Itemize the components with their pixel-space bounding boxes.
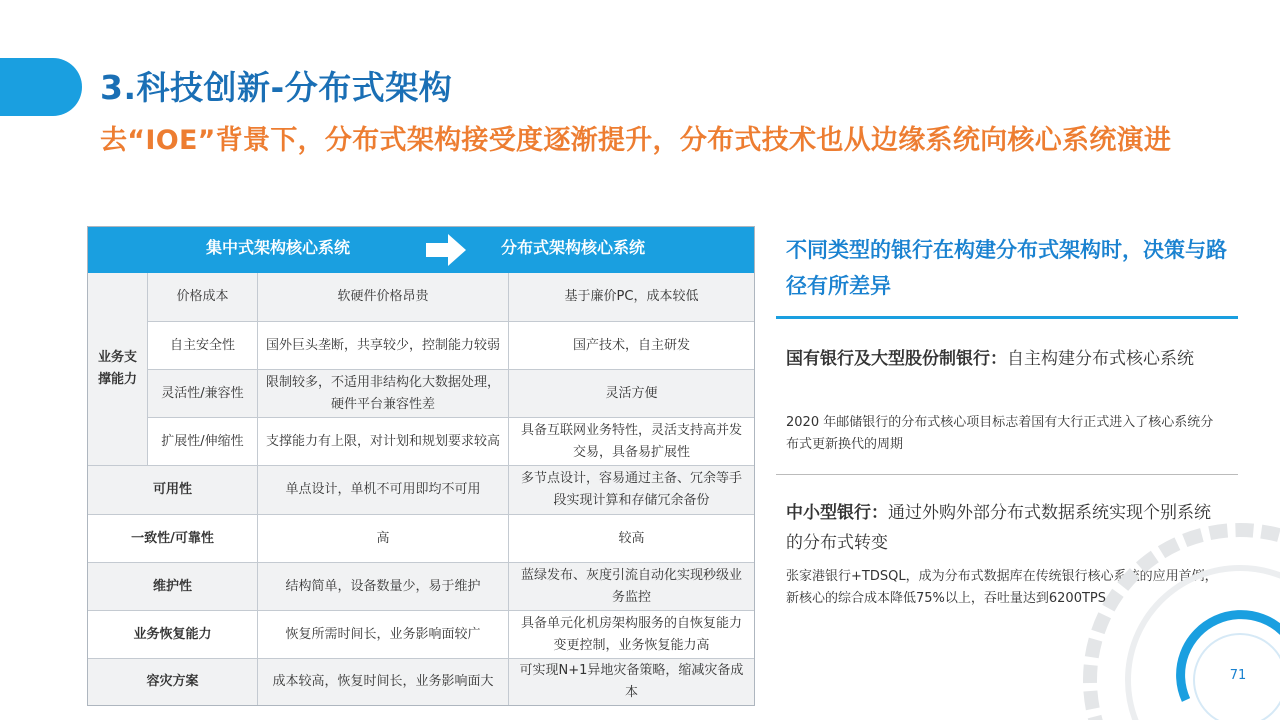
row-label: 业务恢复能力 — [88, 611, 258, 659]
centralized-cell: 结构简单，设备数量少，易于维护 — [258, 563, 509, 611]
row-label: 可用性 — [88, 466, 258, 515]
distributed-cell: 具备单元化机房架构服务的自恢复能力变更控制，业务恢复能力高 — [509, 611, 754, 659]
distributed-cell: 灵活方便 — [509, 370, 754, 418]
section2-bold: 中小型银行： — [786, 503, 888, 523]
page-number: 71 — [1229, 668, 1247, 683]
distributed-cell: 具备互联网业务特性，灵活支持高并发交易，具备易扩展性 — [509, 418, 754, 466]
centralized-cell: 单点设计，单机不可用即均不可用 — [258, 466, 509, 515]
centralized-cell: 恢复所需时间长，业务影响面较广 — [258, 611, 509, 659]
right-panel-heading: 不同类型的银行在构建分布式架构时，决策与路径有所差异 — [786, 238, 1227, 298]
row-label: 灵活性/兼容性 — [148, 370, 258, 418]
section1-text: 2020 年邮储银行的分布式核心项目标志着国有大行正式进入了核心系统分布式更新换代的周期 — [786, 415, 1214, 452]
section1-heading — [786, 344, 1226, 374]
distributed-cell: 基于廉价PC，成本较低 — [509, 273, 754, 322]
row-label: 扩展性/伸缩性 — [148, 418, 258, 466]
distributed-cell: 可实现N+1异地灾备策略，缩减灾备成本 — [509, 659, 754, 705]
group-label: 业务支撑能力 — [88, 273, 148, 466]
distributed-cell: 多节点设计，容易通过主备、冗余等手段实现计算和存储冗余备份 — [509, 466, 754, 515]
centralized-cell: 成本较高，恢复时间长，业务影响面大 — [258, 659, 509, 705]
comparison-table — [87, 226, 755, 706]
section-divider — [776, 474, 1238, 475]
page-title: 3.科技创新-分布式架构 — [100, 68, 453, 107]
distributed-cell: 较高 — [509, 515, 754, 563]
section1-bold: 国有银行及大型股份制银行： — [786, 349, 1007, 369]
row-label: 维护性 — [88, 563, 258, 611]
centralized-cell: 限制较多，不适用非结构化大数据处理，硬件平台兼容性差 — [258, 370, 509, 418]
centralized-cell: 软硬件价格昂贵 — [258, 273, 509, 322]
title-tab-decoration — [0, 58, 82, 116]
row-label: 容灾方案 — [88, 659, 258, 705]
section2-text: 张家港银行+TDSQL，成为分布式数据库在传统银行核心系统的应用首例，新核心的综合成本降低75%以上，吞吐量达到6200TPS — [786, 569, 1218, 606]
right-arrow-icon — [424, 233, 468, 267]
table-header — [88, 227, 754, 273]
row-label: 自主安全性 — [148, 322, 258, 370]
row-label: 一致性/可靠性 — [88, 515, 258, 563]
section1-rest: 自主构建分布式核心系统 — [1007, 349, 1194, 369]
centralized-cell: 支撑能力有上限，对计划和规划要求较高 — [258, 418, 509, 466]
row-label: 价格成本 — [148, 273, 258, 322]
header-distributed: 分布式架构核心系统 — [501, 238, 646, 257]
heading-divider — [776, 316, 1238, 319]
section2-rest: 通过外购外部分布式数据系统实现个别系统的分布式转变 — [786, 503, 1211, 553]
centralized-cell: 高 — [258, 515, 509, 563]
page-subtitle: 去“IOE”背景下，分布式架构接受度逐渐提升，分布式技术也从边缘系统向核心系统演进 — [100, 125, 1172, 156]
header-centralized: 集中式架构核心系统 — [206, 238, 351, 257]
distributed-cell: 蓝绿发布、灰度引流自动化实现秒级业务监控 — [509, 563, 754, 611]
centralized-cell: 国外巨头垄断，共享较少，控制能力较弱 — [258, 322, 509, 370]
distributed-cell: 国产技术，自主研发 — [509, 322, 754, 370]
decorative-rings — [1060, 510, 1280, 720]
